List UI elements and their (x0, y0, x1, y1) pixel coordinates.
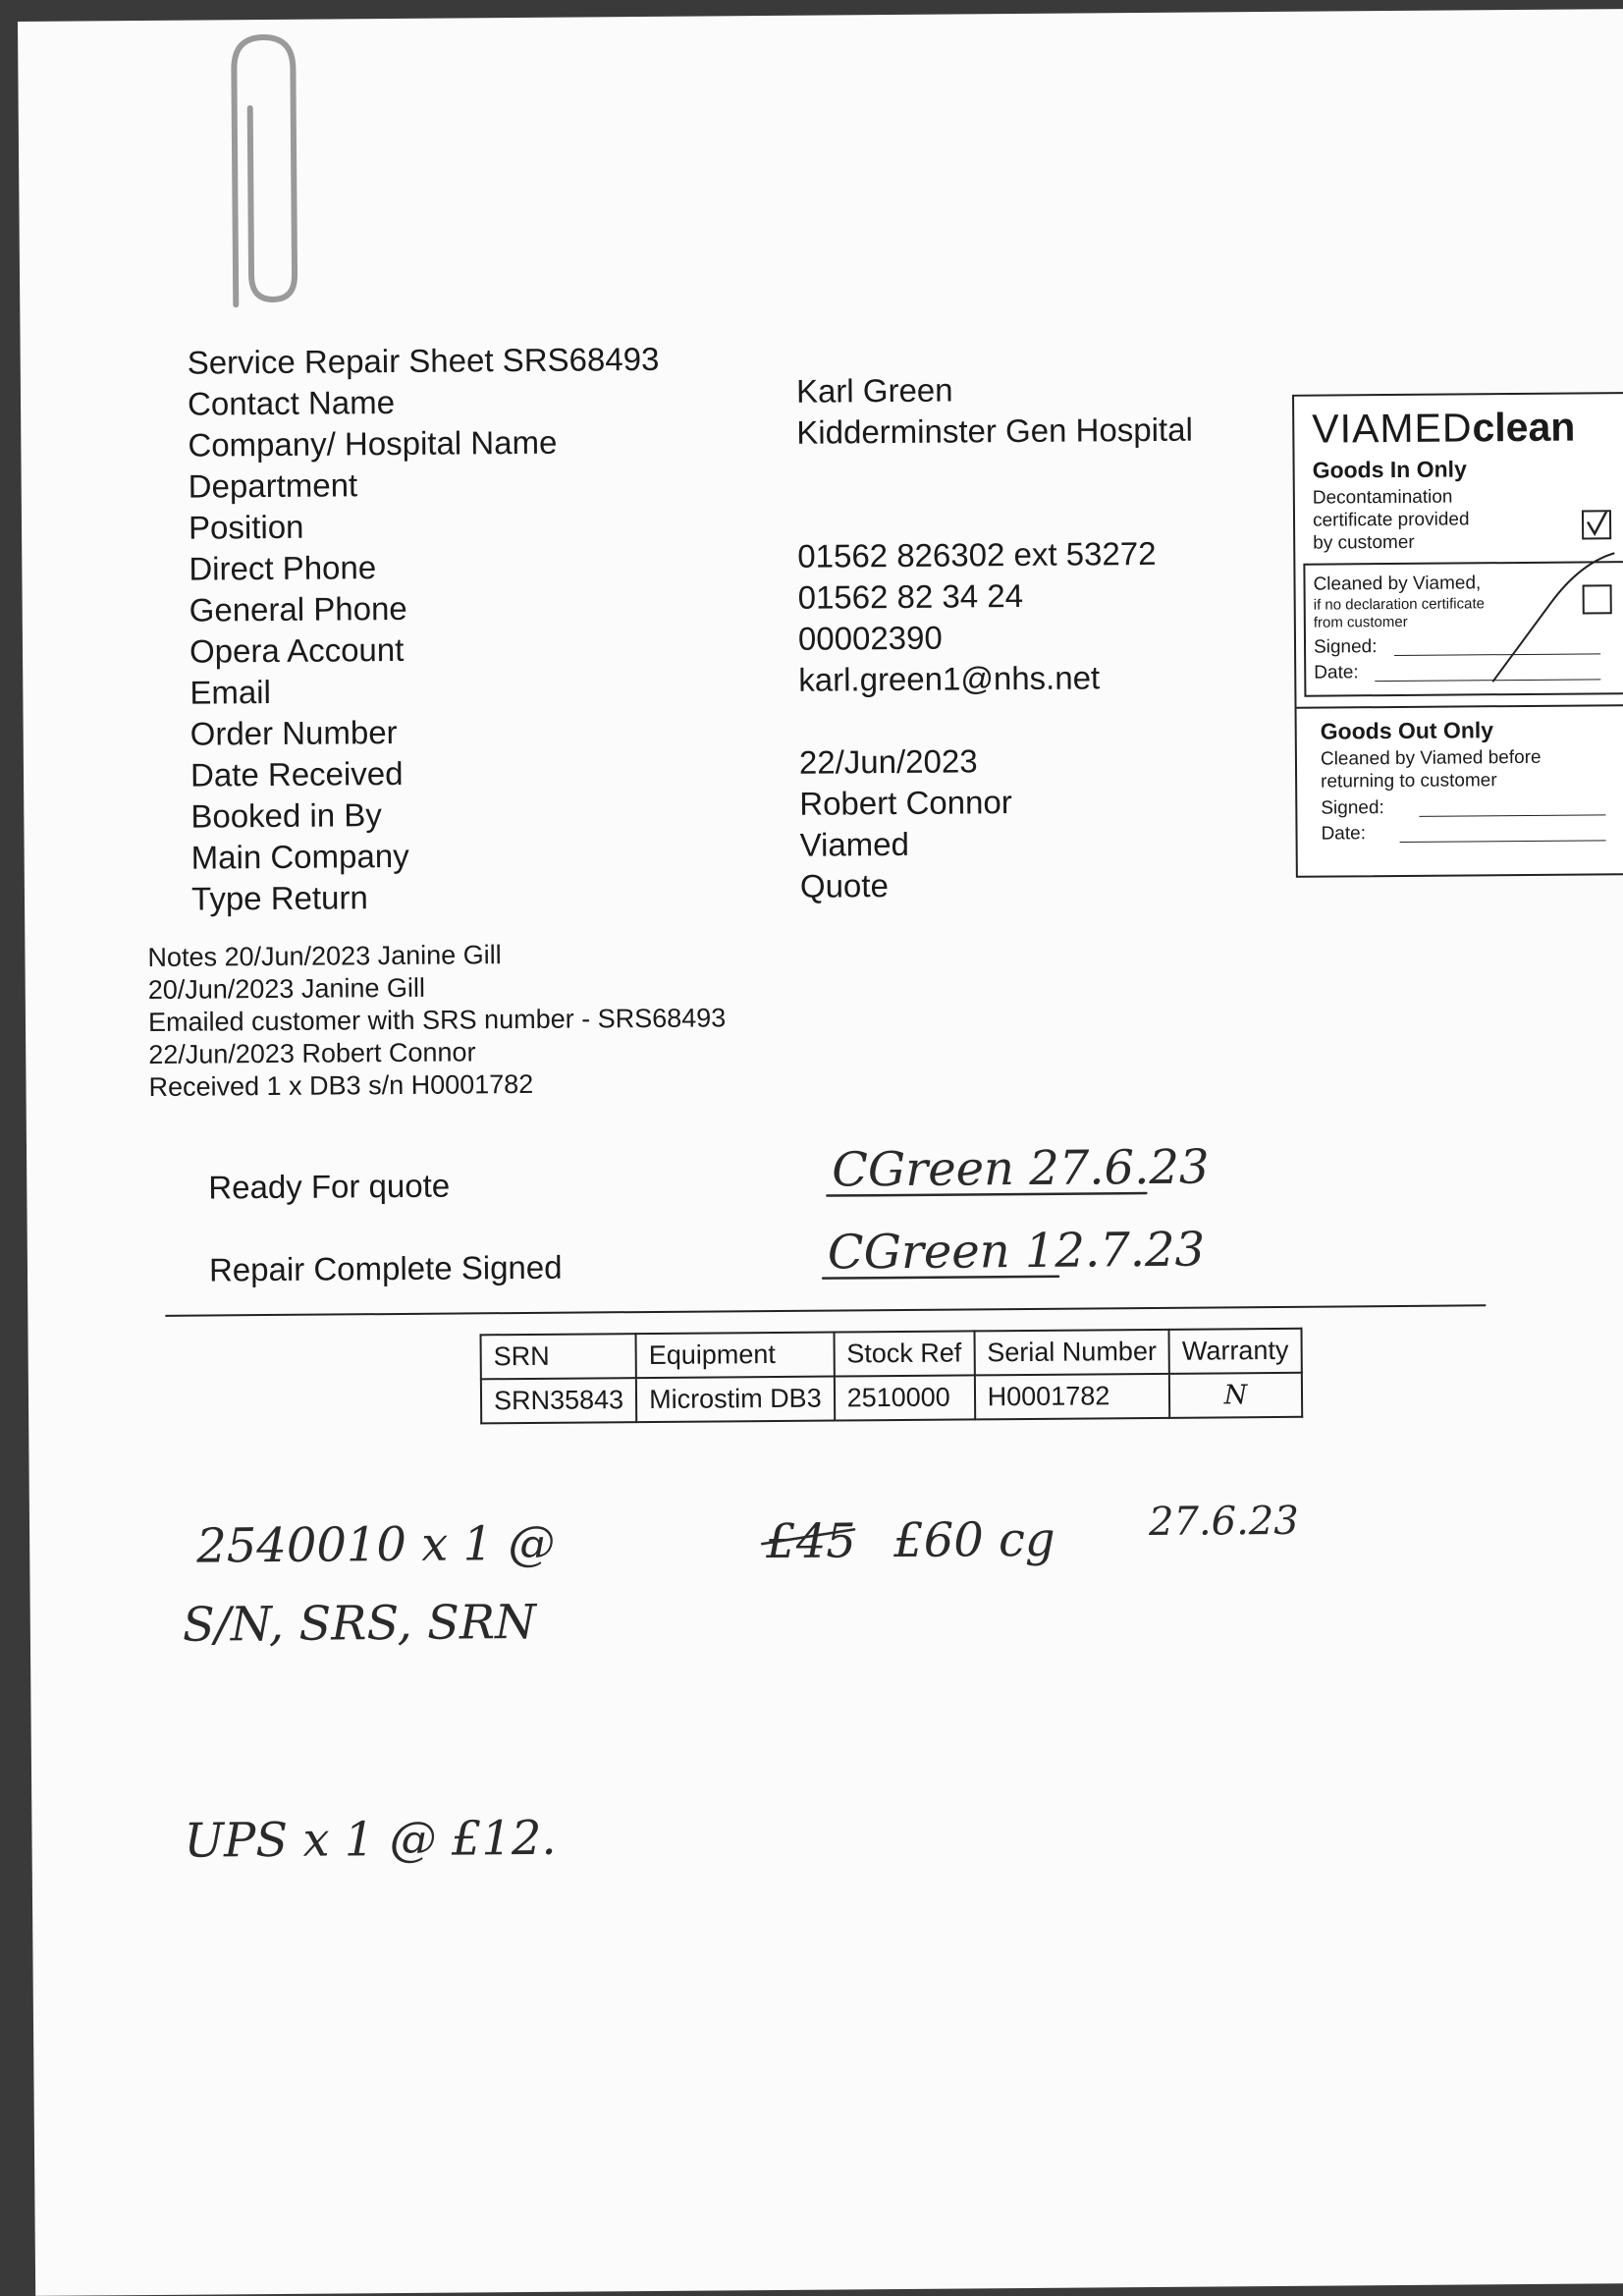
value-opera-account: 00002390 (797, 619, 943, 657)
cleaned-line-3: from customer (1313, 613, 1408, 631)
label-contact-name: Contact Name (187, 383, 396, 422)
handwritten-signatures (812, 1121, 1363, 1291)
hand-line-1b: £60 cg (893, 1511, 1055, 1569)
col-warranty: Warranty (1169, 1329, 1302, 1374)
hand-line-1a: 2540010 x 1 @ (195, 1515, 556, 1574)
note-line: Received 1 x DB3 s/n H0001782 (148, 1068, 534, 1102)
col-serial-number: Serial Number (974, 1330, 1169, 1376)
note-line: Notes 20/Jun/2023 Janine Gill (147, 940, 502, 972)
label-general-phone: General Phone (189, 589, 407, 629)
cleaned-signed-label: Signed: (1313, 636, 1378, 658)
cell-stock-ref: 2510000 (834, 1375, 974, 1420)
cell-warranty: N (1169, 1373, 1302, 1418)
cleaned-by-viamed-box (1303, 561, 1623, 697)
scanned-sheet (18, 9, 1623, 2296)
decon-checkbox (1582, 510, 1611, 539)
ready-for-quote-label: Ready For quote (208, 1167, 451, 1206)
cell-srn: SRN35843 (481, 1378, 636, 1423)
out-line-1: Cleaned by Viamed before (1320, 746, 1542, 770)
handwritten-notes (177, 1474, 1407, 1896)
label-direct-phone: Direct Phone (189, 549, 377, 587)
out-signed-line (1419, 814, 1605, 816)
equipment-table (480, 1328, 1303, 1425)
value-company: Kidderminster Gen Hospital (796, 410, 1193, 451)
cleaned-line-1: Cleaned by Viamed, (1313, 573, 1482, 595)
note-line: Emailed customer with SRS number - SRS68493 (147, 1003, 727, 1037)
paperclip-image (204, 29, 314, 315)
note-line: 22/Jun/2023 Robert Connor (148, 1037, 476, 1069)
hand-line-1-struck: £45 (765, 1513, 857, 1570)
label-opera-account: Opera Account (189, 630, 405, 670)
label-order-number: Order Number (189, 713, 398, 752)
cleaned-line-2: if no declaration certificate (1313, 595, 1486, 614)
hand-line-3: UPS x 1 @ £12. (184, 1810, 557, 1869)
value-contact-name: Karl Green (795, 371, 953, 410)
stamp-brand (1312, 405, 1575, 453)
label-type-return: Type Return (190, 879, 368, 917)
cell-equipment: Microstim DB3 (636, 1377, 835, 1423)
check-icon (1584, 512, 1609, 537)
label-email: Email (189, 673, 272, 711)
cleaned-date-label: Date: (1314, 662, 1359, 683)
ready-signature: CGreen 27.6.23 (831, 1139, 1210, 1198)
decon-line-2: certificate provided (1312, 509, 1470, 531)
col-stock-ref: Stock Ref (834, 1331, 974, 1376)
out-signed-label: Signed: (1321, 797, 1384, 819)
cell-serial-number: H0001782 (975, 1374, 1170, 1420)
goods-out-heading: Goods Out Only (1320, 717, 1494, 744)
label-date-received: Date Received (189, 754, 404, 793)
hand-line-1-date: 27.6.23 (1148, 1498, 1299, 1545)
section-divider (165, 1304, 1486, 1317)
pen-stroke (1482, 543, 1623, 691)
stamp-brand-a: VIAMED (1312, 405, 1473, 452)
decon-line-3: by customer (1313, 531, 1415, 554)
note-line: 20/Jun/2023 Janine Gill (147, 972, 426, 1005)
label-main-company: Main Company (190, 837, 409, 876)
sheet-title: Service Repair Sheet SRS68493 (187, 340, 660, 381)
value-general-phone: 01562 82 34 24 (797, 576, 1024, 616)
label-department: Department (188, 466, 358, 505)
decon-line-1: Decontamination (1312, 486, 1453, 509)
out-line-2: returning to customer (1321, 770, 1497, 793)
label-company: Company/ Hospital Name (188, 423, 558, 464)
label-booked-in-by: Booked in By (190, 796, 382, 835)
stamp-brand-b: clean (1472, 404, 1576, 451)
table-row (481, 1373, 1302, 1424)
value-type-return: Quote (799, 867, 889, 904)
col-srn: SRN (481, 1334, 636, 1379)
notes-block (147, 937, 727, 1104)
value-date-received: 22/Jun/2023 (798, 742, 978, 781)
col-equipment: Equipment (636, 1333, 835, 1379)
viamed-clean-stamp (1292, 392, 1623, 878)
out-date-label: Date: (1321, 823, 1367, 845)
value-booked-in-by: Robert Connor (799, 784, 1012, 822)
value-main-company: Viamed (799, 825, 910, 863)
value-email: karl.green1@nhs.net (798, 659, 1101, 698)
hand-line-2: S/N, SRS, SRN (182, 1594, 537, 1653)
table-header-row (481, 1329, 1302, 1380)
goods-in-heading: Goods In Only (1312, 456, 1467, 483)
repair-complete-label: Repair Complete Signed (208, 1248, 563, 1288)
out-date-line (1400, 840, 1606, 843)
complete-signature: CGreen 12.7.23 (827, 1222, 1206, 1281)
value-direct-phone: 01562 826302 ext 53272 (797, 534, 1157, 574)
label-position: Position (188, 508, 304, 546)
stamp-separator (1297, 704, 1623, 709)
